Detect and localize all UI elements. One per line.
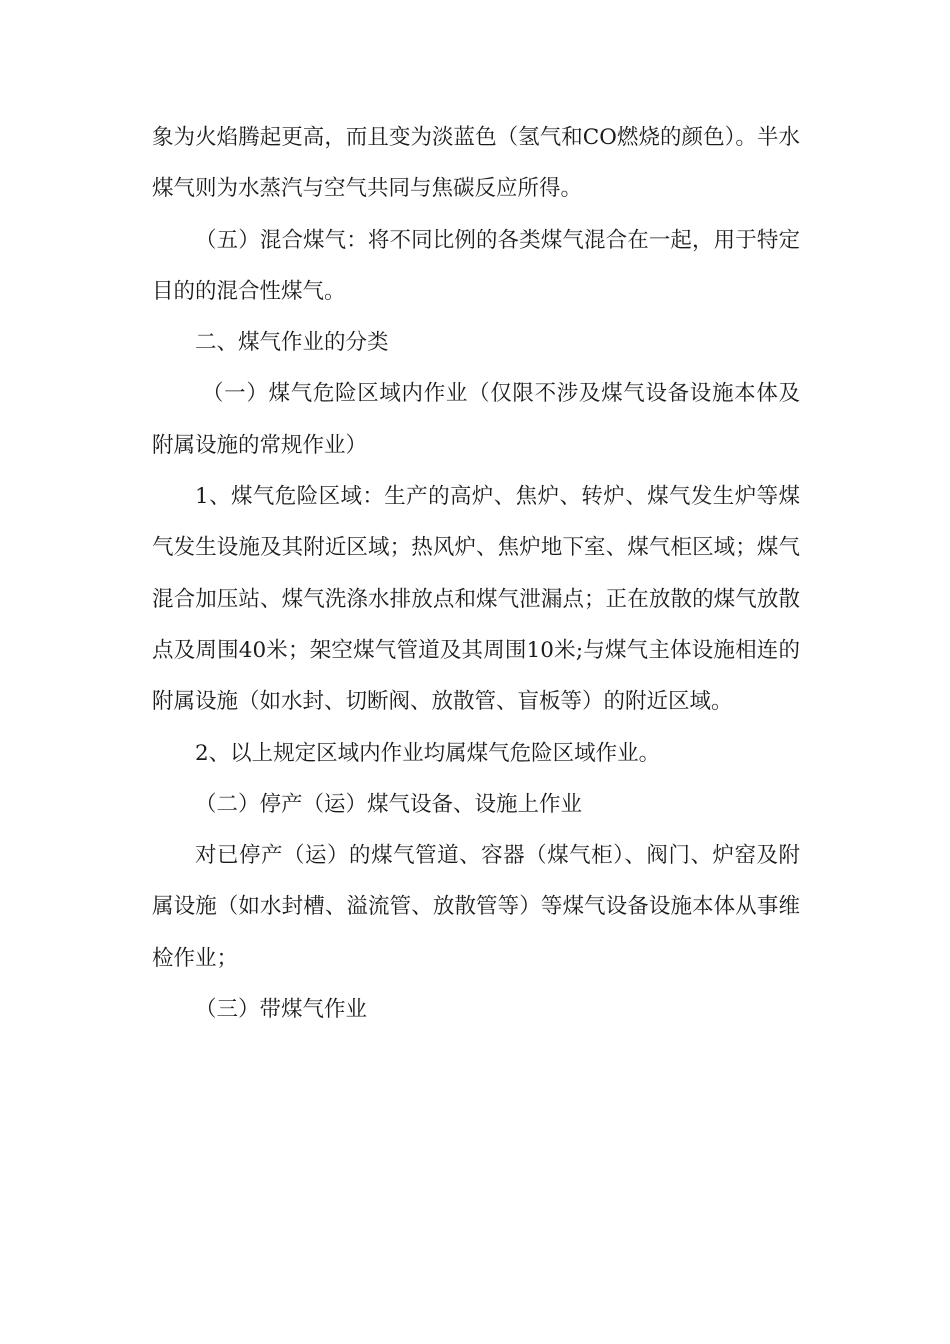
paragraph-gas-flame-description: 象为火焰腾起更高，而且变为淡蓝色（氢气和CO燃烧的颜色）。半水煤气则为水蒸汽与空气共同与焦碳反应所得。: [152, 125, 800, 202]
document-body: [152, 112, 800, 1035]
subheading-danger-zone-work: （一）煤气危险区域内作业（仅限不涉及煤气设备设施本体及附属设施的常规作业）: [152, 381, 800, 458]
paragraph-danger-zone-rule: 2、以上规定区域内作业均属煤气危险区域作业。: [195, 740, 661, 766]
paragraph-mixed-gas: （五）混合煤气：将不同比例的各类煤气混合在一起，用于特定目的的混合性煤气。: [152, 227, 800, 304]
paragraph-shutdown-equipment-description: 对已停产（运）的煤气管道、容器（煤气柜）、阀门、炉窑及附属设施（如水封槽、溢流管、放散管等）等煤气设备设施本体从事维检作业；: [152, 843, 800, 971]
heading-gas-work-classification: 二、煤气作业的分类: [195, 330, 389, 356]
subheading-live-gas-work: （三）带煤气作业: [195, 997, 368, 1023]
paragraph-danger-zone-definition: 1、煤气危险区域：生产的高炉、焦炉、转炉、煤气发生炉等煤气发生设施及其附近区域；热风炉、焦炉地下室、煤气柜区域；煤气混合加压站、煤气洗涤水排放点和煤气泄漏点；正在放散的煤气放散点及周围40米；架空煤气管道及其周围10米;与煤气主体设施相连的附属设施（如水封、切断阀、放散管、盲板等）的附近区域。: [152, 484, 800, 715]
subheading-shutdown-equipment-work: （二）停产（运）煤气设备、设施上作业: [195, 791, 583, 817]
